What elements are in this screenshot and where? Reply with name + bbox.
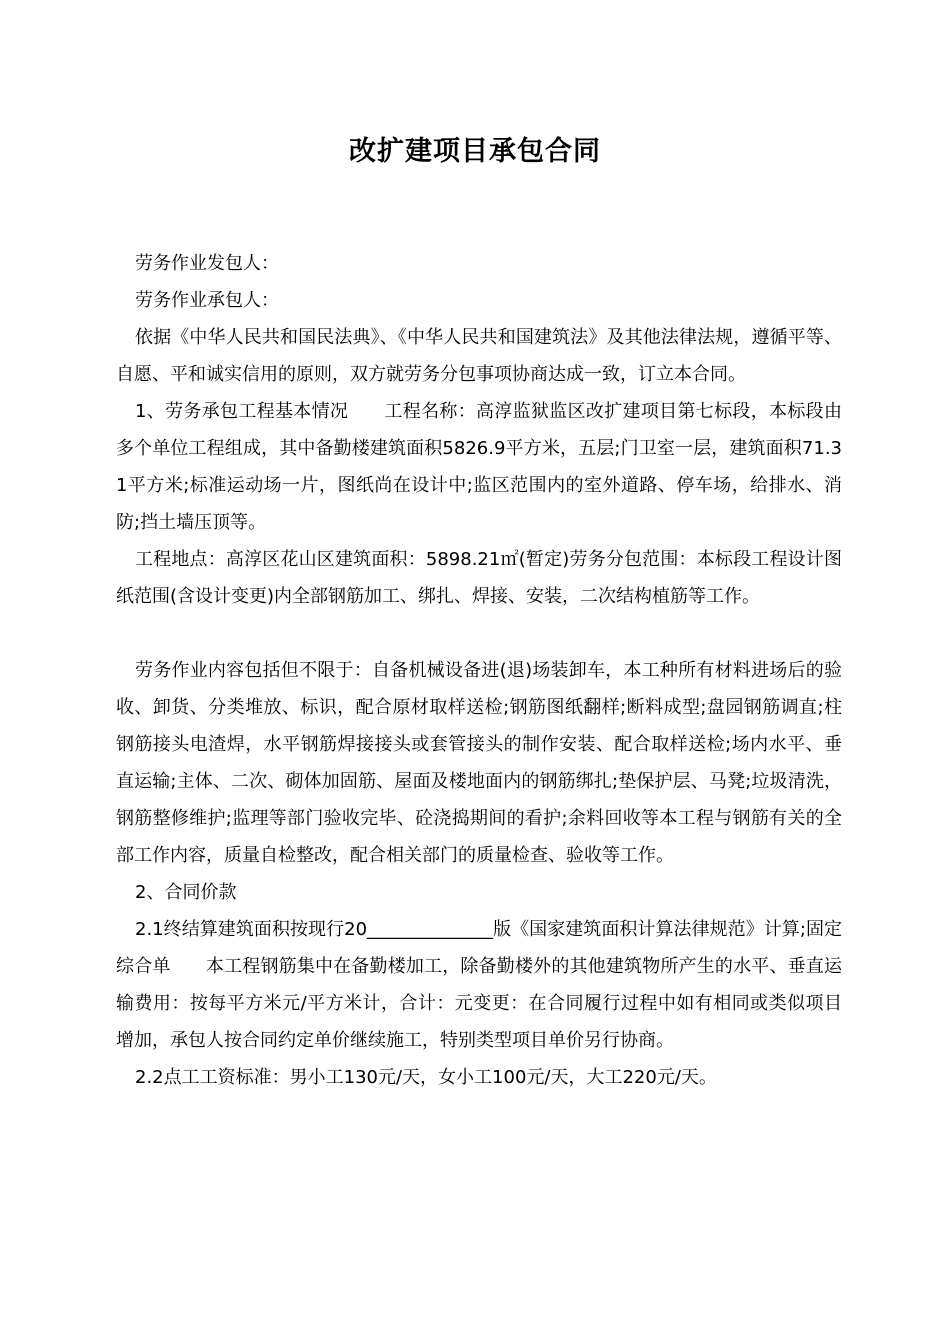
document-title: 改扩建项目承包合同: [349, 136, 601, 167]
paragraph-employer: 劳务作业发包人：: [135, 253, 279, 274]
paragraph-spacer: [116, 615, 842, 652]
paragraph-contractor: 劳务作业承包人：: [135, 290, 279, 311]
document-body: [116, 245, 842, 1096]
paragraph-work-content: 劳务作业内容包括但不限于：自备机械设备进(退)场装卸车，本工种所有材料进场后的验收、卸货、分类堆放、标识，配合原材取样送检;钢筋图纸翻样;断料成型;盘园钢筋调直;柱钢筋接头电渣焊，水平钢筋焊接接头或套管接头的制作安装、配合取样送检;场内水平、垂直运输;主体、二次、砌体加固筋、屋面及楼地面内的钢筋绑扎;垫保护层、马凳;垃圾清洗，钢筋整修维护;监理等部门验收完毕、砼浇捣期间的看护;余料回收等本工程与钢筋有关的全部工作内容，质量自检整改，配合相关部门的质量检查、验收等工作。: [116, 660, 842, 866]
paragraph-project-overview: 1、劳务承包工程基本情况 工程名称：高淳监狱监区改扩建项目第七标段，本标段由多个单位工程组成，其中备勤楼建筑面积5826.9平方米，五层;门卫室一层，建筑面积71.31平方米;标准运动场一片，图纸尚在设计中;监区范围内的室外道路、停车场，给排水、消防;挡土墙压顶等。: [116, 401, 842, 533]
paragraph-section-contract-price: 2、合同价款: [135, 882, 237, 903]
paragraph-clause-2-2: 2.2点工工资标准：男小工130元/天，女小工100元/天，大工220元/天。: [135, 1067, 717, 1088]
paragraph-project-location-scope: 工程地点：高淳区花山区建筑面积：5898.21㎡(暂定)劳务分包范围：本标段工程设计图纸范围(含设计变更)内全部钢筋加工、绑扎、焊接、安装，二次结构植筋等工作。: [116, 549, 842, 607]
paragraph-clause-2-1: 2.1终结算建筑面积按现行20______________版《国家建筑面积计算法律规范》计算;固定综合单 本工程钢筋集中在备勤楼加工，除备勤楼外的其他建筑物所产生的水平、垂直运输费用：按每平方米元/平方米计，合计：元变更：在合同履行过程中如有相同或类似项目增加，承包人按合同约定单价继续施工，特别类型项目单价另行协商。: [116, 919, 842, 1051]
paragraph-legal-basis: 依据《中华人民共和国民法典》、《中华人民共和国建筑法》及其他法律法规，遵循平等、自愿、平和诚实信用的原则，双方就劳务分包事项协商达成一致，订立本合同。: [116, 327, 842, 385]
